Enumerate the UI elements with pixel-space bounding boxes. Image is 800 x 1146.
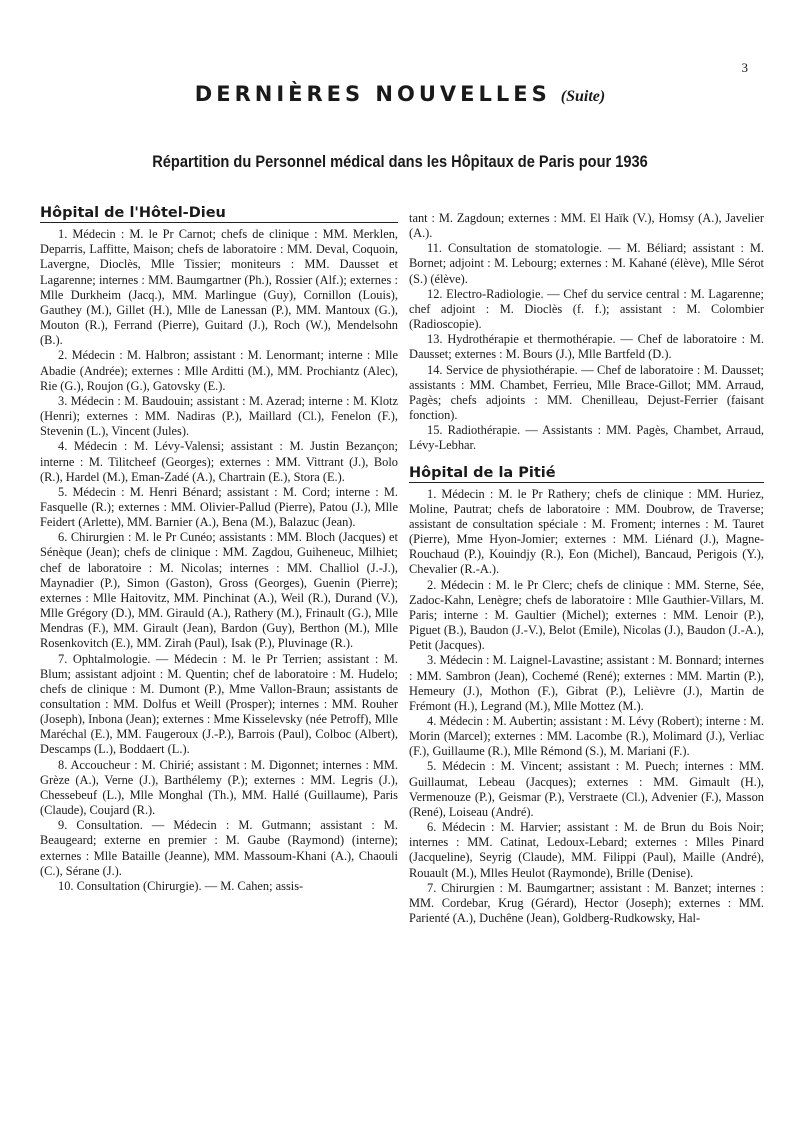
list-item: 14. Service de physiothérapie. — Chef de laboratoire : M. Dausset; assistants : MM. Chambet, Ferrieu, Mlle Brace-Gillot; MM. Arraud, Pagès; chefs adjoints : MM. Chenilleau, Dejust-Ferrier (faisant fonction). xyxy=(409,362,764,423)
page-header xyxy=(0,82,800,106)
page-subtitle: Répartition du Personnel médical dans les Hôpitaux de Paris pour 1936 xyxy=(152,152,648,171)
list-item: 3. Médecin : M. Baudouin; assistant : M. Azerad; interne : M. Klotz (Henri); externes : MM. Nadiras (P.), Maillard (Cl.), Fenelon (F.), Stevenin (L.), Vincent (Jules). xyxy=(40,393,398,439)
list-item: 6. Médecin : M. Harvier; assistant : M. de Brun du Bois Noir; internes : MM. Catinat, Ledoux-Lebard; externes : Mlles Pinard (Jacqueline), Seyrig (Claude), MM. Filippi (Paul), Maille (André), Rouault (M.), Mlles Heulot (Raymonde), Brille (Denise). xyxy=(409,820,764,880)
list-item: 3. Médecin : M. Laignel-Lavastine; assistant : M. Bonnard; internes : MM. Sambron (Jean), Cochemé (René); externes : MM. Martin (P.), Hemeury (J.), Mothon (F.), Gibrat (P.), Lelièvre (J.), Martin de Frémont (H.), Legrand (M.), Mlle Mottez (M.). xyxy=(409,653,764,713)
list-item: 6. Chirurgien : M. le Pr Cunéo; assistants : MM. Bloch (Jacques) et Sénèque (Jean); chefs de clinique : MM. Zagdou, Guiheneuc, Milhiet; chef de laboratoire : M. Nicolas; internes : MM. Challiol (J.-J.), Maynadier (P.), Simon (Gaston), Gross (Georges), Guenin (Pierre); externes : Mlle Haitovitz, MM. Pinchinat (A.), Weil (R.), Durand (V.), Mlle Grégory (D.), MM. Girauld (A.), Rathery (M.), Frinault (G.), Mlle Mendras (F.), MM. Girault (Jean), Bardon (Guy), Berthon (M.), Mlle Rosenkovitch (E.), MM. Zirah (Paul), Isak (P.), Pluvinage (R.). xyxy=(40,530,398,651)
list-item: 15. Radiothérapie. — Assistants : MM. Pagès, Chambet, Arraud, Lévy-Lebhar. xyxy=(409,423,764,453)
list-item: 4. Médecin : M. Aubertin; assistant : M. Lévy (Robert); interne : M. Morin (Marcel); externes : MM. Lacombe (R.), Molimard (J.), Verliac (F.), Guillaume (R.), Mlle Rémond (S.), M. Mariani (F.). xyxy=(409,714,764,759)
list-item: 10. Consultation (Chirurgie). — M. Cahen; assis- xyxy=(58,878,304,893)
right-column xyxy=(409,211,764,926)
left-column xyxy=(40,206,398,894)
header-suite: (Suite) xyxy=(560,88,606,105)
list-item: 2. Médecin : M. Halbron; assistant : M. Lenormant; interne : Mlle Abadie (Andrée); externes : Mlle Arditti (M.), MM. Prochiantz (Alec), Rie (G.), Roujon (G.), Gatovsky (E.). xyxy=(40,348,398,393)
section-heading-pitie: Hôpital de la Pitié xyxy=(409,466,764,483)
list-item: 12. Electro-Radiologie. — Chef du service central : M. Lagarenne; chef adjoint : M. Dioclès (f. f.); assistant : M. Colombier (Radioscopie). xyxy=(409,286,764,332)
list-item: 13. Hydrothérapie et thermothérapie. — Chef de laboratoire : M. Dausset; externes : M. Bours (J.), Mlle Bartfeld (D.). xyxy=(409,332,764,362)
list-item: 4. Médecin : M. Lévy-Valensi; assistant : M. Justin Bezançon; interne : M. Tilitcheef (Georges); externes : MM. Vittrant (J.), Bolo (R.), Hardel (M.), Eman-Zadé (A.), Chartrain (E.), Stora (E.). xyxy=(40,439,398,484)
list-item: 9. Consultation. — Médecin : M. Gutmann; assistant : M. Beaugeard; externe en premier : M. Gaube (Raymond) (interne); externes : Mlle Bataille (Jeanne), MM. Massoum-Khani (A.), Chaouli (C.), Sérane (J.). xyxy=(40,818,398,878)
list-item: 5. Médecin : M. Vincent; assistant : M. Puech; internes : MM. Guillaumat, Lebeau (Jacques); externes : MM. Gimault (H.), Vermenouze (P.), Geismar (P.), Verstraete (Cl.), Advenier (F.), Masson (René), Loiseau (André). xyxy=(409,759,764,819)
list-item: tant : M. Zagdoun; externes : MM. El Haïk (V.), Homsy (A.), Javelier (A.). xyxy=(409,211,764,241)
list-item: 2. Médecin : M. le Pr Clerc; chefs de clinique : MM. Sterne, Sée, Zadoc-Kahn, Lenègre; chefs de laboratoire : Mlle Gauthier-Villars, M. Paris; interne : M. Gaultier (Michel); externes : MM. Lenoir (P.), Piguet (B.), Baudon (J.-V.), Belot (Emile), Nicolas (J.), Baudon (J.-A.), Petit (Jacques). xyxy=(409,577,764,653)
list-item: 8. Accoucheur : M. Chirié; assistant : M. Digonnet; internes : MM. Grèze (A.), Verne (J.), Barthélemy (P.); externes : MM. Legris (J.), Chessebeuf (L.), Mlle Monghal (Th.), MM. Hallé (Guillaume), Paris (Claude), Coujard (R.). xyxy=(40,757,398,818)
header-title: DERNIÈRES NOUVELLES xyxy=(194,82,551,106)
page-number: 3 xyxy=(741,60,748,75)
list-item: 1. Médecin : M. le Pr Rathery; chefs de clinique : MM. Huriez, Moline, Pautrat; chefs de laboratoire : MM. Doubrow, de Traverse; assistant de consultation spéciale : M. Froment; internes : M. Tauret (Pierre), Mme Hyon-Jomier; externes : MM. Liénard (J.), Magne-Rouchaud (P.), Kouindjy (R.), Eon (Michel), Bancaud, Perigois (Y.), Chevalier (R.-A.). xyxy=(409,486,764,577)
list-item: 7. Ophtalmologie. — Médecin : M. le Pr Terrien; assistant : M. Blum; assistant adjoint : M. Quentin; chef de laboratoire : M. Hudelo; chefs de clinique : M. Dumont (P.), Mme Vallon-Braun; assistants de consultation : MM. Dolfus et Weill (Prosper); internes : MM. Rouher (Joseph), Inbona (Jean); externes : Mme Kisselevsky (née Petroff), Mlle Maréchal (E.), MM. Faugeroux (J.-P.), Barrois (Paul), Colboc (Albert), Descamps (L.), Boddaert (L.). xyxy=(40,651,398,757)
list-item: 1. Médecin : M. le Pr Carnot; chefs de clinique : MM. Merklen, Deparris, Laffitte, Maison; chefs de laboratoire : MM. Deval, Coquoin, Lavergne, Dioclès, Mlle Tissier; moniteurs : MM. Dausset et Lagarenne; internes : MM. Baumgartner (Ph.), Rossier (Alf.); externes : Mlle Durkheim (Jacq.), MM. Marlingue (Guy), Cornillon (Louis), Gauthey (M.), Gillet (H.), Mlle de Lanessan (P.), MM. Mantoux (G.), Mouton (R.), Ferrand (Pierre), Guitard (J.), Roch (W.), Mendelsohn (B.). xyxy=(40,227,398,348)
list-item: 5. Médecin : M. Henri Bénard; assistant : M. Cord; interne : M. Fasquelle (R.); externes : MM. Olivier-Pallud (Pierre), Patou (J.), Mlle Feidert (Arlette), MM. Barnier (A.), Bena (M.), Balazuc (Jean). xyxy=(40,484,398,530)
list-item: 11. Consultation de stomatologie. — M. Béliard; assistant : M. Bornet; adjoint : M. Lebourg; externes : M. Kahané (élève), Mlle Sérot (S.) (élève). xyxy=(409,241,764,286)
list-item: 7. Chirurgien : M. Baumgartner; assistant : M. Banzet; internes : MM. Cordebar, Krug (Gérard), Hector (Joseph); externes : MM. Parienté (A.), Duchêne (Jean), Goldberg-Rudkowsky, Hal- xyxy=(409,880,764,926)
section-heading-hotel-dieu: Hôpital de l'Hôtel-Dieu xyxy=(40,206,398,223)
